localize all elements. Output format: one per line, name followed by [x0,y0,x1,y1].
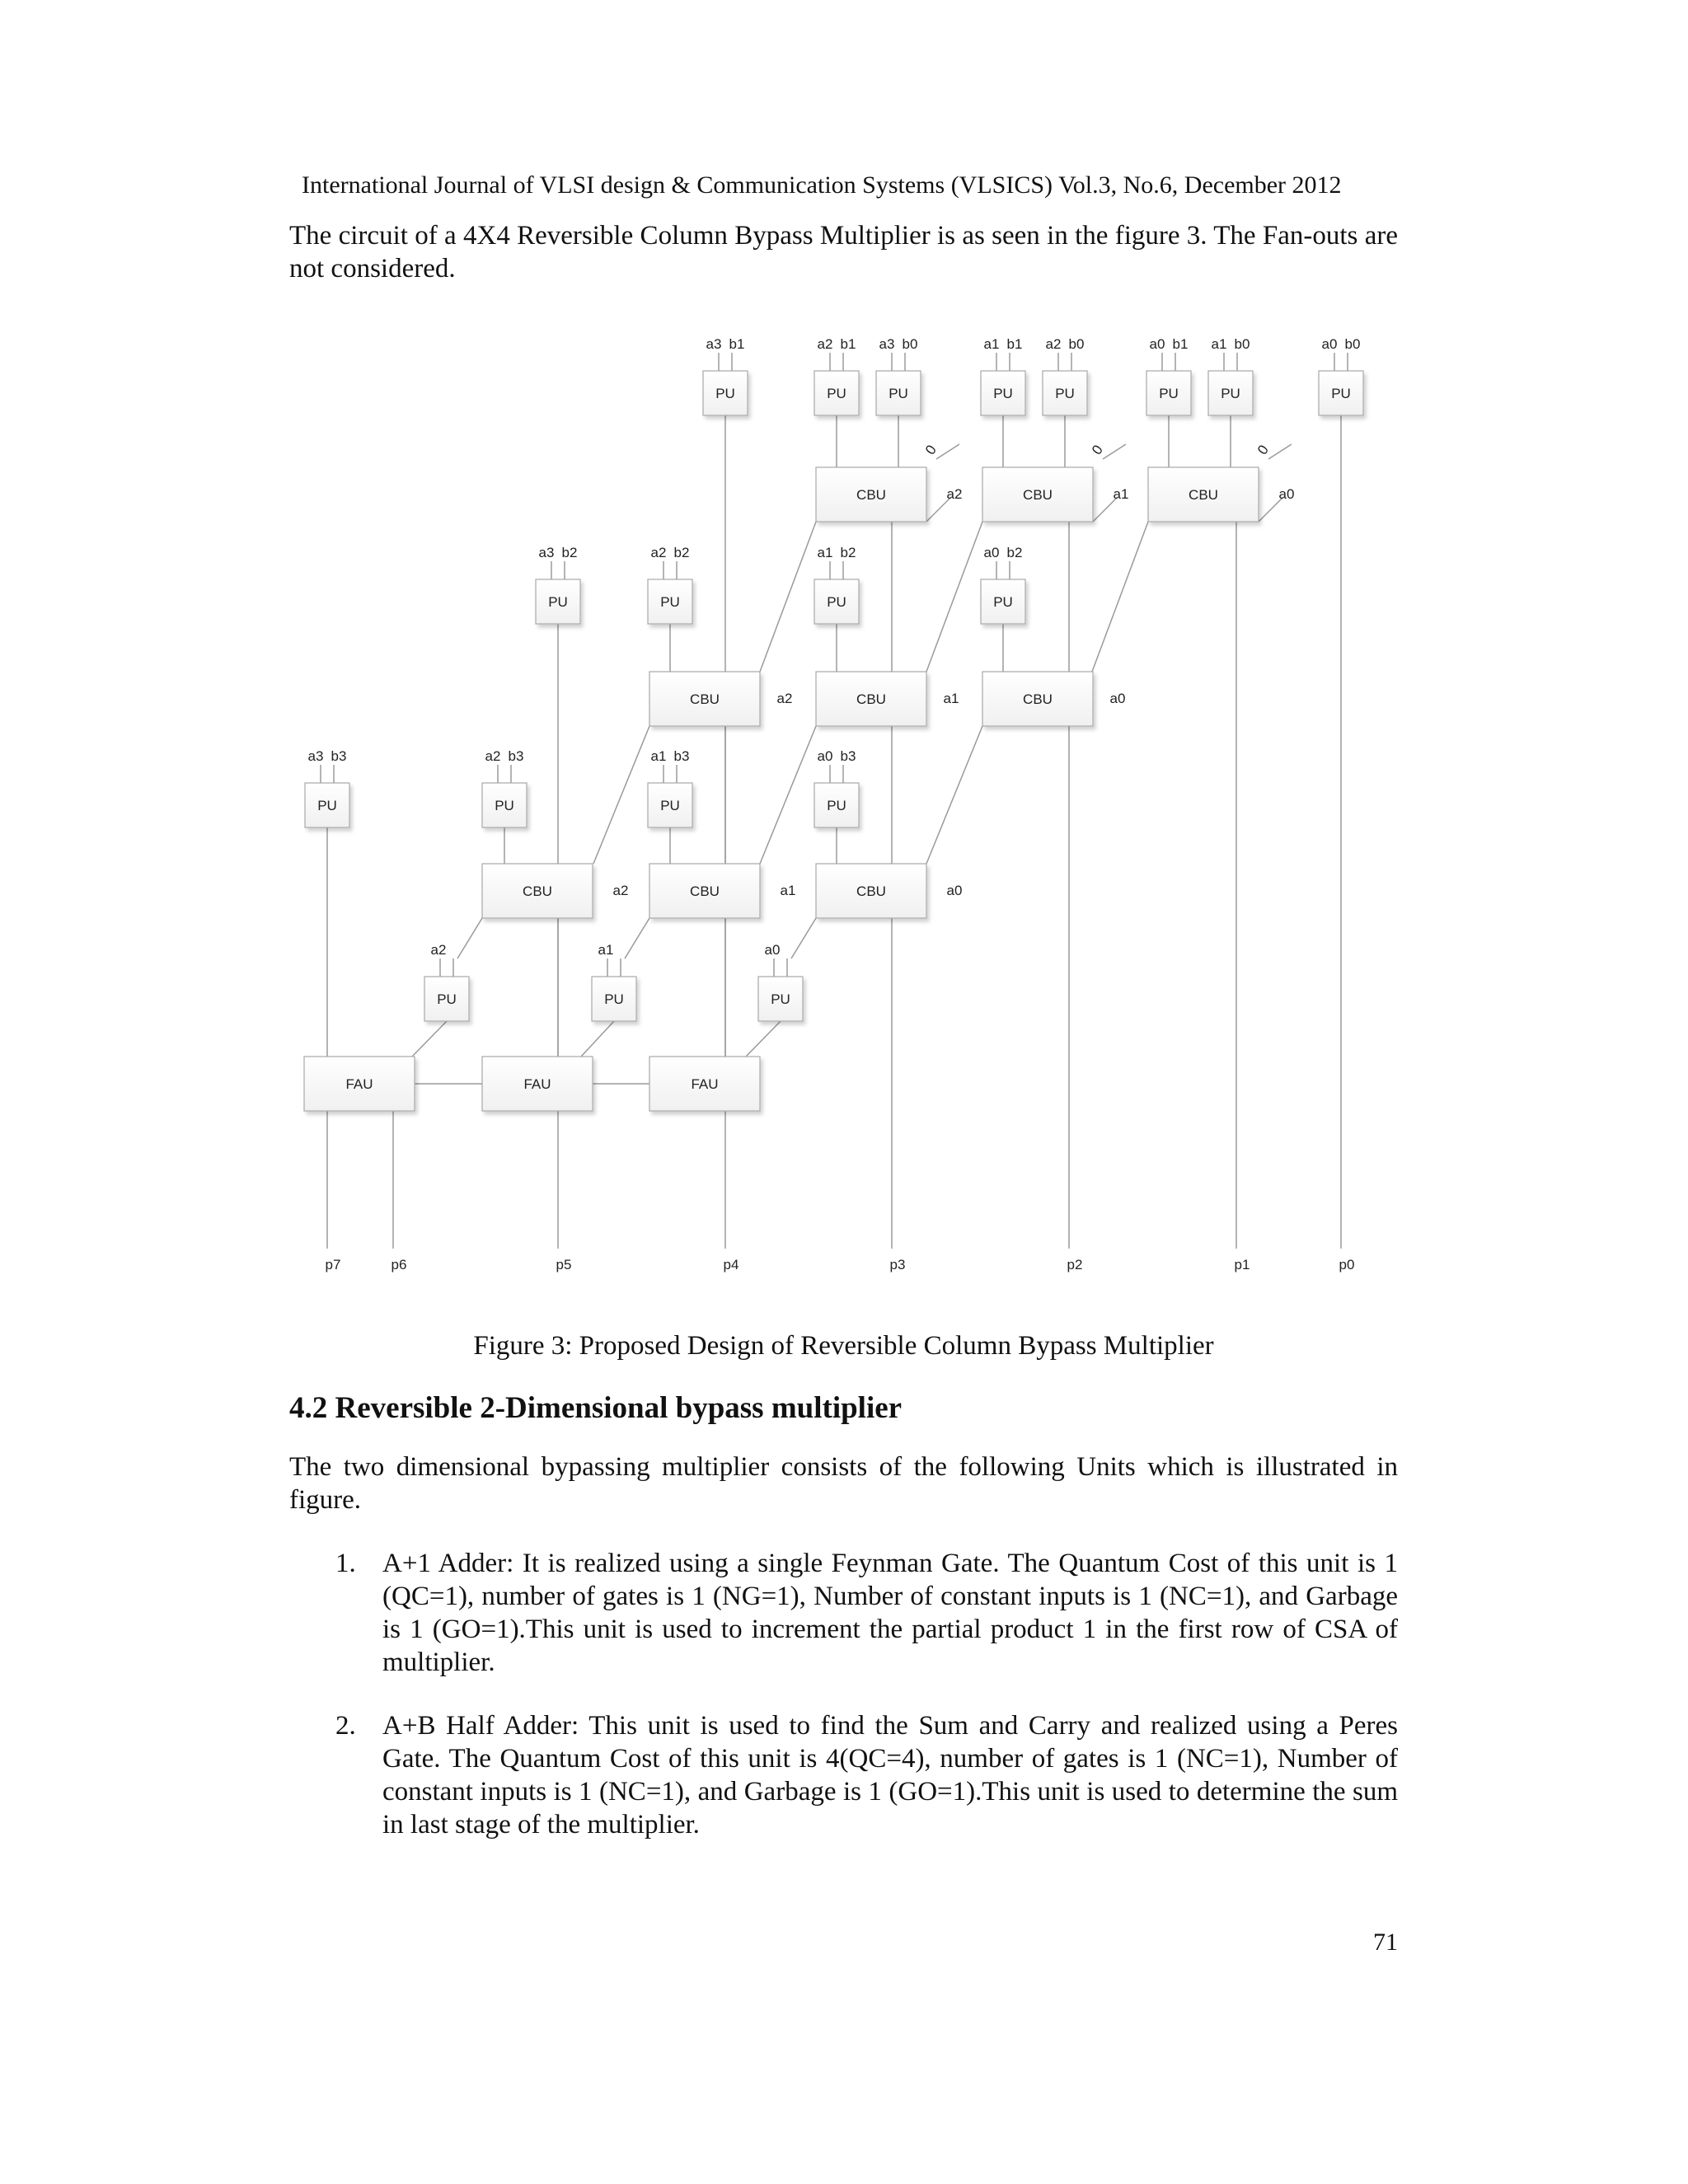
cbu-block-label: CBU [1189,487,1218,503]
figure-caption: Figure 3: Proposed Design of Reversible Column Bypass Multiplier [473,1331,1214,1361]
pu-block-label: PU [548,594,568,610]
output-label-p7: p7 [325,1257,341,1272]
output-label-p4: p4 [723,1257,739,1272]
pu-input-label: b2 [1006,545,1023,560]
pu-block-label: PU [993,594,1013,610]
cbu-side-label: a0 [946,883,963,898]
pu-input-label: a0 [764,942,781,958]
multiplier-circuit-diagram [280,326,1385,1331]
pu-block-label: PU [827,594,846,610]
cbu-block-label: CBU [856,883,886,899]
pu-input-label: b1 [1006,336,1023,352]
wire [1268,444,1292,459]
pu-input-label: b0 [1234,336,1250,352]
pu-block-label: PU [993,386,1013,401]
pu-block-label: PU [604,991,624,1007]
pu-input-label: a1 [983,336,1000,352]
pu-input-label: a2 [1045,336,1062,352]
pu-block-label: PU [495,798,514,813]
fau-block-label: FAU [691,1076,719,1092]
pu-input-label: a0 [817,748,833,764]
wire [1103,444,1126,459]
wire [581,1021,614,1057]
pu-input-label: a0 [1321,336,1338,352]
cbu-block-label: CBU [690,883,720,899]
cbu-block-label: CBU [523,883,552,899]
cbu-side-label: a2 [776,691,793,706]
cbu-side-label: a1 [780,883,796,898]
pu-block-label: PU [317,798,337,813]
pu-input-label: b1 [840,336,856,352]
pu-input-label: a1 [598,942,614,958]
pu-block-label: PU [827,798,846,813]
pu-input-label: a1 [1211,336,1227,352]
pu-block-label: PU [1055,386,1075,401]
section-intro-paragraph: The two dimensional bypassing multiplier consists of the following Units which is illustrated in figure. [289,1452,1398,1515]
pu-block-label: PU [715,386,735,401]
list-item-number: 1. [335,1549,356,1578]
wire [926,522,982,672]
pu-block-label: PU [1221,386,1240,401]
pu-block-label: PU [889,386,908,401]
pu-input-label: b1 [1172,336,1189,352]
pu-input-label: b0 [1068,336,1085,352]
cbu-side-label: a2 [946,486,963,502]
pu-input-label: a3 [307,748,324,764]
pu-input-label: b0 [1344,336,1361,352]
output-label-p5: p5 [556,1257,572,1272]
cbu-side-label: a1 [1113,486,1129,502]
pu-input-label: a2 [650,545,667,560]
cbu-side-label: a2 [612,883,629,898]
list-item-text: A+1 Adder: It is realized using a single Feynman Gate. The Quantum Cost of this unit is 1 (QC=1), number of gates is 1 (NG=1), Number of constant inputs is 1 (NC=1), and Garbage is 1 (GO=1).This unit is used to increment the partial product 1 in the first row of CSA of multiplier. [382,1549,1398,1677]
list-item-text: A+B Half Adder: This unit is used to find the Sum and Carry and realized using a Peres Gate. The Quantum Cost of this unit is 4(QC=4), number of gates is 1 (NC=1), Number of constant inputs is 1 (NC=1), and Garbage is 1 (GO=1).This unit is used to determine the sum in last stage of the multiplier. [382,1711,1398,1840]
wire [936,444,959,459]
intro-paragraph: The circuit of a 4X4 Reversible Column Bypass Multiplier is as seen in the figure 3. The Fan-outs are not considered. [289,221,1398,284]
wire [625,918,649,958]
wire [1092,522,1148,672]
cbu-block-label: CBU [1023,487,1053,503]
wire [760,522,816,672]
pu-input-label: a2 [485,748,501,764]
wire [457,918,482,958]
pu-input-label: a1 [650,748,667,764]
output-label-p1: p1 [1234,1257,1250,1272]
pu-input-label: a0 [1149,336,1165,352]
pu-input-label: b2 [840,545,856,560]
pu-input-label: b2 [561,545,578,560]
pu-block-label: PU [771,991,790,1007]
fau-block-label: FAU [523,1076,551,1092]
wire [926,726,982,864]
pu-block-label: PU [1159,386,1179,401]
output-label-p6: p6 [391,1257,407,1272]
zero-label: 0 [1088,442,1106,458]
pu-input-label: b3 [840,748,856,764]
list-item-number: 2. [335,1711,356,1741]
cbu-side-label: a0 [1278,486,1295,502]
zero-label: 0 [921,442,940,458]
pu-block-label: PU [1331,386,1351,401]
pu-block-label: PU [827,386,846,401]
pu-block-label: PU [660,594,680,610]
zero-label: 0 [1254,442,1272,458]
pu-input-label: b2 [673,545,690,560]
wire [791,918,816,958]
wire [593,726,649,864]
wire [746,1021,781,1057]
wire [412,1021,447,1057]
fau-block-label: FAU [345,1076,373,1092]
cbu-block-label: CBU [1023,691,1053,707]
pu-input-label: b3 [673,748,690,764]
pu-block-label: PU [437,991,457,1007]
cbu-block-label: CBU [856,487,886,503]
pu-input-label: a3 [538,545,555,560]
cbu-side-label: a0 [1109,691,1126,706]
output-label-p2: p2 [1067,1257,1083,1272]
output-label-p0: p0 [1339,1257,1355,1272]
cbu-block-label: CBU [856,691,886,707]
pu-input-label: b3 [508,748,524,764]
pu-input-label: a3 [879,336,895,352]
pu-input-label: a3 [706,336,722,352]
pu-input-label: b0 [902,336,918,352]
pu-input-label: a2 [817,336,833,352]
output-label-p3: p3 [889,1257,906,1272]
cbu-block-label: CBU [690,691,720,707]
pu-input-label: a2 [430,942,447,958]
pu-block-label: PU [660,798,680,813]
page-number: 71 [1373,1929,1398,1956]
pu-input-label: b1 [729,336,745,352]
cbu-side-label: a1 [943,691,959,706]
pu-input-label: b3 [331,748,347,764]
wire [760,726,816,864]
pu-input-label: a1 [817,545,833,560]
journal-header: International Journal of VLSI design & Communication Systems (VLSICS) Vol.3, No.6, December 2012 [302,171,1342,199]
pu-input-label: a0 [983,545,1000,560]
section-heading: 4.2 Reversible 2-Dimensional bypass multiplier [289,1391,903,1425]
